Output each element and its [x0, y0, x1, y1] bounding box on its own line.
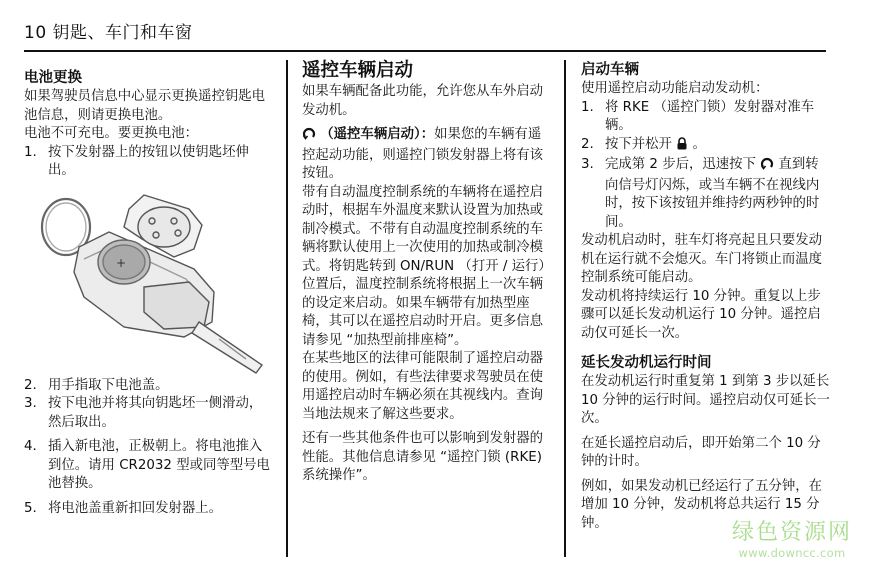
climate-paragraph: 带有自动温度控制系统的车辆将在遥控启动时，根据车外温度来默认设置为加热或制冷模式。不带有自动温度控制系统的车辆将默认使用上一次使用的加热或制冷模式。将钥匙转到 ON/RUN （打开 / 运行）位置后，温度控制系统将根据上一次车辆的设定来启动。如果车辆带有加热型座椅，其可以在遥控启动时开启。更多信息请参见 “加热型前排座椅”。 — [302, 184, 552, 348]
extend-paragraph: 在发动机运行时重复第 1 到第 3 步以延长 10 分钟的运行时间。遥控启动仅可延长一次。 — [581, 374, 830, 426]
section-heading-battery: 电池更换 — [24, 70, 82, 86]
key-fob-icon — [24, 187, 274, 377]
remote-start-icon — [302, 126, 316, 147]
lock-icon — [676, 137, 688, 157]
lamps-paragraph: 发动机启动时，驻车灯将亮起且只要发动机在运行就不会熄灭。车门将锁止而温度控制系统可能启动。 — [581, 233, 823, 285]
start-steps — [581, 99, 831, 233]
column-separator-1 — [286, 60, 288, 557]
run-duration-paragraph: 发动机将持续运行 10 分钟。重复以上步骤可以延长发动机运行 10 分钟。遥控启动仅可延长一次。 — [581, 288, 821, 341]
header-rule — [24, 50, 826, 52]
start-vehicle-intro: 使用遥控启动功能启动发动机： — [581, 81, 769, 96]
second-timer-paragraph: 在延长遥控启动后，即开始第二个 10 分钟的计时。 — [581, 435, 821, 469]
remote-start-desc-text: 如果您的车辆有遥控起动功能，则遥控门锁发射器上将有该按钮。 — [302, 127, 544, 181]
watermark-title: 绿色资源网 — [732, 520, 853, 545]
battery-steps-2 — [24, 377, 274, 519]
step-number: 2. — [24, 377, 37, 393]
step-text: 将 RKE （遥控门锁）发射器对准车辆。 — [605, 99, 815, 133]
remote-start-intro: 如果车辆配备此功能，允许您从车外启动发动机。 — [302, 84, 544, 118]
section-heading-start-vehicle: 启动车辆 — [581, 62, 639, 78]
step-text — [605, 156, 831, 232]
step-text: 按下电池并将其向钥匙坯一侧滑动，然后取出。 — [48, 396, 263, 430]
list-item — [581, 99, 831, 136]
section-heading-extend: 延长发动机运行时间 — [581, 355, 712, 371]
step-number: 1. — [24, 144, 37, 160]
column-battery-replacement — [24, 68, 274, 518]
step-number: 3. — [581, 157, 594, 172]
step-text: 按下发射器上的按钮以使钥匙坯伸出。 — [48, 144, 249, 178]
column-remote-start — [302, 58, 552, 486]
example-paragraph: 例如，如果发动机已经运行了五分钟，在增加 10 分钟，发动机将总共运行 15 分钟。 — [581, 478, 823, 531]
watermark-url: www.downcc.com — [738, 546, 846, 560]
step-text: 用手指取下电池盖。 — [48, 377, 169, 393]
step-number: 1. — [581, 99, 594, 115]
step-number: 5. — [24, 500, 37, 516]
watermark — [732, 520, 852, 560]
step-text: 将电池盖重新扣回发射器上。 — [48, 500, 223, 516]
battery-intro-2: 电池不可充电。要更换电池： — [24, 126, 199, 141]
battery-steps-1 — [24, 144, 274, 181]
page-header-title: 10 钥匙、车门和车窗 — [24, 23, 193, 43]
law-paragraph: 在某些地区的法律可能限制了遥控启动器的使用。例如，有些法律要求驾驶员在使用遥控启动时车辆必须在其视线内。查询当地法规来了解这些要求。 — [302, 351, 544, 422]
column-starting-vehicle — [581, 60, 831, 533]
section-heading-remote-start: 遥控车辆启动 — [302, 60, 414, 81]
remote-start-label: （遥控车辆启动）： — [320, 127, 435, 142]
step-number: 4. — [24, 439, 37, 454]
list-item — [24, 377, 274, 396]
step-text: 插入新电池，正极朝上。将电池推入到位。请用 CR2032 型或同等型号电池替换。 — [48, 439, 270, 491]
remote-start-icon — [760, 156, 774, 177]
other-conditions-paragraph: 还有一些其他条件也可以影响到发射器的性能。其他信息请参见 “遥控门锁 (RKE) 系统操作”。 — [302, 431, 544, 483]
step-text-after: 直到转向信号灯闪烁，或当车辆不在视线内时，按下该按钮并维持约两秒钟的时间。 — [605, 157, 820, 230]
list-item — [24, 438, 274, 494]
list-item — [24, 500, 274, 519]
key-fob-battery-illustration — [24, 187, 274, 377]
step-text-before: 完成第 2 步后，迅速按下 — [605, 157, 756, 172]
list-item — [24, 144, 274, 181]
list-item — [581, 136, 831, 157]
step-text-before: 按下并松开 — [605, 136, 672, 152]
column-separator-2 — [564, 60, 566, 557]
list-item — [24, 395, 274, 432]
svg-text:+: + — [116, 255, 127, 270]
step-text-after: 。 — [692, 136, 706, 152]
step-number: 2. — [581, 136, 594, 152]
step-text — [605, 136, 831, 157]
step-number: 3. — [24, 396, 37, 411]
list-item — [581, 156, 831, 232]
remote-start-button-desc — [302, 126, 552, 184]
battery-intro-1: 如果驾驶员信息中心显示更换遥控钥匙电池信息，则请更换电池。 — [24, 89, 266, 123]
